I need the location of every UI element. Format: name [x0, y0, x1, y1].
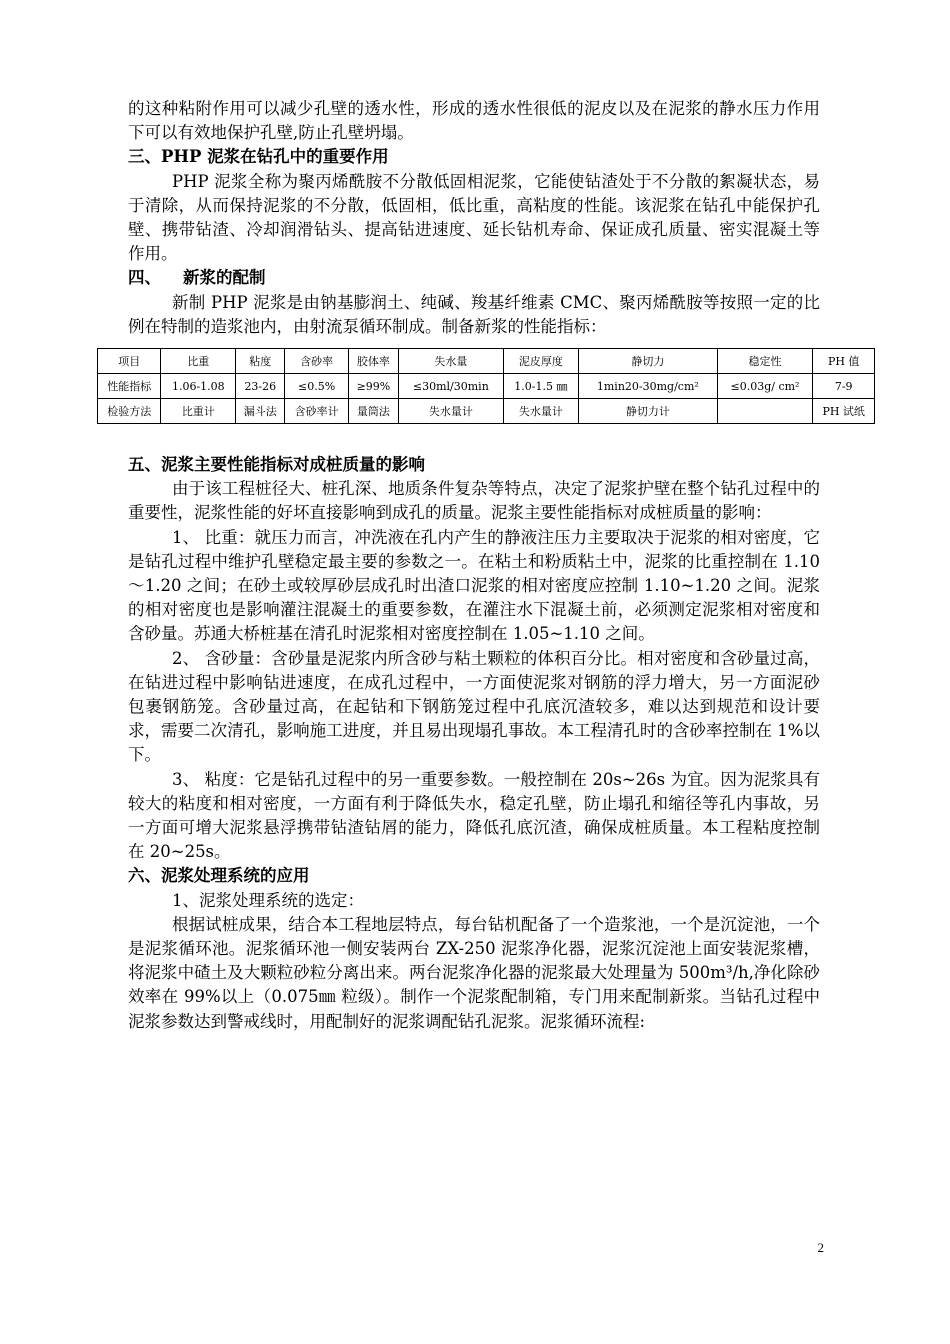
- table-cell: 比重: [161, 349, 236, 374]
- table-cell: 泥皮厚度: [503, 349, 578, 374]
- table-cell: 漏斗法: [236, 399, 285, 424]
- table-cell: ≤0.03g/ cm²: [717, 374, 813, 399]
- table-cell: 项目: [98, 349, 161, 374]
- table-cell: 失水量: [398, 349, 503, 374]
- table-cell: PH 试纸: [813, 399, 875, 424]
- table-cell: 比重计: [161, 399, 236, 424]
- table-cell: 性能指标: [98, 374, 161, 399]
- table-cell: 含砂率: [285, 349, 348, 374]
- section-3-body: PHP 泥浆全称为聚丙烯酰胺不分散低固相泥浆，它能使钻渣处于不分散的絮凝状态，易于清除，从而保持泥浆的不分散，低固相，低比重，高粘度的性能。该泥浆在钻孔中能保护孔壁、携带钻渣、冷却润滑钻头、提高钻进速度、延长钻机寿命、保证成孔质量、密实混凝土等作用。: [128, 171, 820, 264]
- table-cell: 7-9: [813, 374, 875, 399]
- section-6-body: 根据试桩成果，结合本工程地层特点，每台钻机配备了一个造浆池，一个是沉淀池，一个是泥浆循环池。泥浆循环池一侧安装两台 ZX-250 泥浆净化器，泥浆沉淀池上面安装泥浆槽，将泥浆中碴土及大颗粒砂粒分离出来。两台泥浆净化器的泥浆最大处理量为 500m³/h,净化除砂效率在 99%以上（0.075㎜ 粒级）。制作一个泥浆配制箱，专门用来配制新浆。当钻孔过程中泥浆参数达到警戒线时，用配制好的泥浆调配钻孔泥浆。泥浆循环流程:: [128, 914, 820, 1031]
- table-cell: ≥99%: [348, 374, 398, 399]
- table-cell: 静切力计: [579, 399, 717, 424]
- section-5-intro: 由于该工程桩径大、桩孔深、地质条件复杂等特点，决定了泥浆护壁在整个钻孔过程中的重要性，泥浆性能的好坏直接影响到成孔的质量。泥浆主要性能指标对成桩质量的影响：: [128, 479, 820, 523]
- section-4-body: 新制 PHP 泥浆是由钠基膨润土、纯碱、羧基纤维素 CMC、聚丙烯酰胺等按照一定的比例在特制的造浆池内，由射流泵循环制成。制备新浆的性能指标：: [128, 292, 820, 336]
- section-5-item-3: 3、 粘度：它是钻孔过程中的另一重要参数。一般控制在 20s~26s 为宜。因为泥浆具有较大的粘度和相对密度，一方面有利于降低失水，稳定孔壁，防止塌孔和缩径等孔内事故，另一方面可增大泥浆悬浮携带钻渣钻屑的能力，降低孔底沉渣，确保成桩质量。本工程粘度控制在 20~25s。: [128, 769, 820, 862]
- table-cell: PH 值: [813, 349, 875, 374]
- table-row: [98, 349, 875, 374]
- section-4-number: 四、: [128, 268, 161, 288]
- table-cell: 胶体率: [348, 349, 398, 374]
- page-body-top: [128, 97, 820, 339]
- table-cell: 1.06-1.08: [161, 374, 236, 399]
- section-4-heading: [128, 266, 820, 290]
- section-5-item-2: 2、 含砂量：含砂量是泥浆内所含砂与粘土颗粒的体积百分比。相对密度和含砂量过高，在钻进过程中影响钻进速度，在成孔过程中，一方面使泥浆对钢筋的浮力增大，另一方面泥砂包裹钢筋笼。含砂量过高，在起钻和下钢筋笼过程中孔底沉渣较多，难以达到规范和设计要求，需要二次清孔，影响施工进度，并且易出现塌孔事故。本工程清孔时的含砂率控制在 1%以下。: [128, 648, 820, 765]
- table-cell: 失水量计: [398, 399, 503, 424]
- mud-performance-table: [97, 348, 875, 424]
- table-cell: 静切力: [579, 349, 717, 374]
- table-cell: 粘度: [236, 349, 285, 374]
- table-cell: 失水量计: [503, 399, 578, 424]
- table-cell: [717, 399, 813, 424]
- table-cell: ≤30ml/30min: [398, 374, 503, 399]
- table-row: [98, 374, 875, 399]
- table-cell: 23-26: [236, 374, 285, 399]
- table-cell: 1min20-30mg/cm²: [579, 374, 717, 399]
- table-cell: ≤0.5%: [285, 374, 348, 399]
- table-cell: 含砂率计: [285, 399, 348, 424]
- section-5-heading: 五、泥浆主要性能指标对成桩质量的影响: [128, 455, 425, 474]
- section-3-heading: 三、PHP 泥浆在钻孔中的重要作用: [128, 147, 389, 167]
- table-cell: 1.0-1.5 ㎜: [503, 374, 578, 399]
- table-cell: 稳定性: [717, 349, 813, 374]
- section-5-item-1: 1、 比重：就压力而言，冲洗液在孔内产生的静液注压力主要取决于泥浆的相对密度，它是钻孔过程中维护孔壁稳定最主要的参数之一。在粘土和粉质粘土中，泥浆的比重控制在 1.10～1.20 之间；在砂土或较厚砂层成孔时出渣口泥浆的相对密度应控制 1.10~1.20 之间。泥浆的相对密度也是影响灌注混凝土的重要参数，在灌注水下混凝土前，必须测定泥浆相对密度和含砂量。苏通大桥桩基在清孔时泥浆相对密度控制在 1.05~1.10 之间。: [128, 527, 820, 644]
- section-4-title: 新浆的配制: [183, 268, 266, 288]
- table-cell: 检验方法: [98, 399, 161, 424]
- table-cell: 量筒法: [348, 399, 398, 424]
- page-body-bottom: [128, 453, 820, 1034]
- page-number: 2: [817, 1240, 824, 1255]
- paragraph-continued: 的这种粘附作用可以减少孔壁的透水性，形成的透水性很低的泥皮以及在泥浆的静水压力作用下可以有效地保护孔壁,防止孔壁坍塌。: [128, 99, 820, 143]
- section-6-subheading: 1、泥浆处理系统的选定：: [172, 890, 364, 910]
- section-6-heading: 六、泥浆处理系统的应用: [128, 866, 310, 886]
- table-row: [98, 399, 875, 424]
